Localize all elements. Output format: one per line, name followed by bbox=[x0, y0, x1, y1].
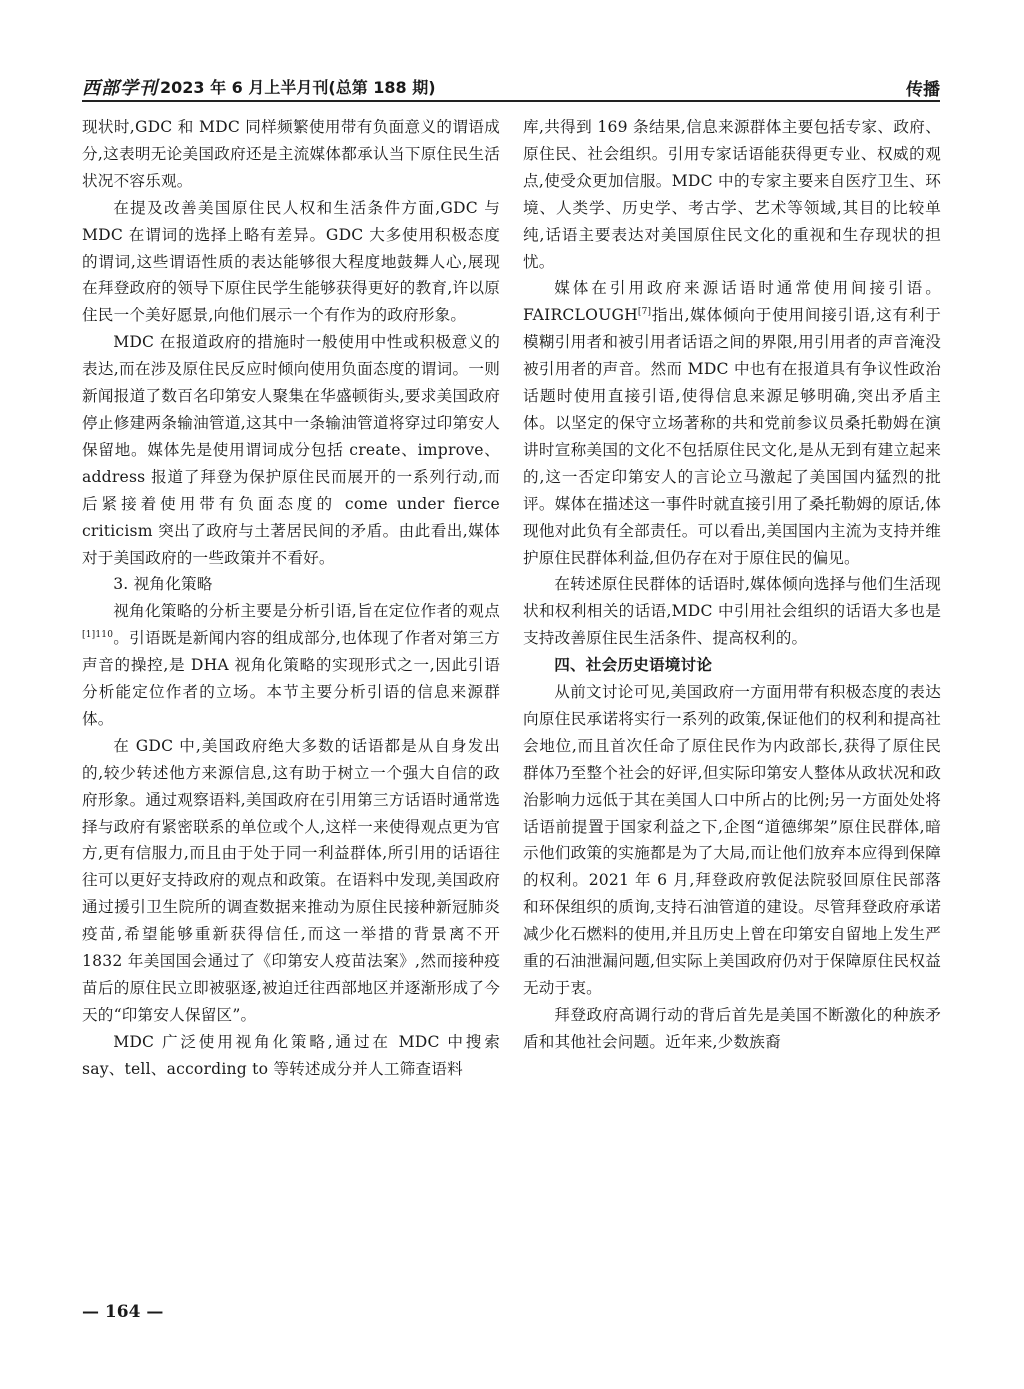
citation-ref: [1]110 bbox=[82, 630, 114, 641]
left-column bbox=[82, 114, 500, 1083]
paragraph-text: 媒体在引用政府来源话语时通常使用间接引语。FAIRCLOUGH bbox=[523, 279, 941, 325]
page-number: — 164 — bbox=[82, 1302, 164, 1322]
subsection-heading: 3. 视角化策略 bbox=[113, 575, 213, 594]
running-header bbox=[82, 74, 940, 100]
paragraph: MDC 在报道政府的措施时一般使用中性或积极意义的表达,而在涉及原住民反应时倾向使用负面态度的谓词。一则新闻报道了数百名印第安人聚集在华盛顿街头,要求美国政府停止修建两条输油管道,这其中一条输油管道将穿过印第安人保留地。媒体先是使用谓词成分包括 create、improve、address 报道了拜登为保护原住民而展开的一系列行动,而后紧接着使用带有负面态度的 come under fierce criticism 突出了政府与土著居民间的矛盾。由此看出,媒体对于美国政府的一些政策并不看好。 bbox=[82, 333, 500, 567]
paragraph: 现状时,GDC 和 MDC 同样频繁使用带有负面意义的谓语成分,这表明无论美国政府还是主流媒体都承认当下原住民生活状况不容乐观。 bbox=[82, 118, 500, 190]
paragraph-text: 指出,媒体倾向于使用间接引语,这有利于模糊引用者和被引用者话语之间的界限,用引用者的声音淹没被引用者的声音。然而 MDC 中也有在报道具有争议性政治话题时使用直接引语,使得信息来源足够明确,突出矛盾主体。以坚定的保守立场著称的共和党前参议员桑托勒姆在演讲时宣称美国的文化不包括原住民文化,是从无到有建立起来的,这一否定印第安人的言论立马激起了美国国内猛烈的批评。媒体在描述这一事件时就直接引用了桑托勒姆的原话,体现他对此负有全部责任。可以看出,美国国内主流为支持并维护原住民群体利益,但仍存在对于原住民的偏见。 bbox=[523, 306, 941, 567]
paragraph: 在转述原住民群体的话语时,媒体倾向选择与他们生活现状和权利相关的话语,MDC 中引用社会组织的话语大多也是支持改善原住民生活条件、提高权利的。 bbox=[523, 575, 941, 648]
right-column bbox=[523, 114, 941, 1056]
paragraph: 从前文讨论可见,美国政府一方面用带有积极态度的表达向原住民承诺将实行一系列的政策,保证他们的权利和提高社会地位,而且首次任命了原住民作为内政部长,获得了原住民群体乃至整个社会的好评,但实际印第安人整体从政状况和政治影响力远低于其在美国人口中所占的比例;另一方面处处将话语前提置于国家利益之下,企图“道德绑架”原住民群体,暗示他们政策的实施都是为了大局,而让他们放弃本应得到保障的权利。2021 年 6 月,拜登政府敦促法院驳回原住民部落和环保组织的质询,支持石油管道的建设。尽管拜登政府承诺减少化石燃料的使用,并且历史上曾在印第安自留地上发生严重的石油泄漏问题,但实际上美国政府仍对于保障原住民权益无动于衷。 bbox=[523, 683, 941, 997]
paragraph-text: 视角化策略的分析主要是分析引语,旨在定位作者的观点 bbox=[113, 602, 500, 621]
section-label: 传播 bbox=[906, 80, 940, 100]
journal-logo: 西部学刊 bbox=[82, 78, 158, 99]
paragraph: 在提及改善美国原住民人权和生活条件方面,GDC 与 MDC 在谓词的选择上略有差异。GDC 大多使用积极态度的谓词,这些谓语性质的表达能够很大程度地鼓舞人心,展现在拜登政府的领导下原住民学生能够获得更好的教育,许以原住民一个美好愿景,向他们展示一个有作为的政府形象。 bbox=[82, 198, 500, 325]
citation-ref: [7] bbox=[637, 307, 652, 318]
paragraph-text: 。引语既是新闻内容的组成部分,也体现了作者对第三方声音的操控,是 DHA 视角化策略的实现形式之一,因此引语分析能定位作者的立场。本节主要分析引语的信息来源群体。 bbox=[82, 629, 500, 728]
paragraph bbox=[523, 275, 941, 571]
paragraph: 在 GDC 中,美国政府绝大多数的话语都是从自身发出的,较少转述他方来源信息,这有助于树立一个强大自信的政府形象。通过观察语料,美国政府在引用第三方话语时通常选择与政府有紧密联系的单位或个人,这样一来使得观点更为官方,更有信服力,而且由于处于同一利益群体,所引用的话语往往可以更好支持政府的观点和政策。在语料中发现,美国政府通过援引卫生院所的调查数据来推动为原住民接种新冠肺炎疫苗,希望能够重新获得信任,而这一举措的背景离不开 1832 年美国国会通过了《印第安人疫苗法案》,然而接种疫苗后的原住民立即被驱逐,被迫迁往西部地区并逐渐形成了今天的“印第安人保留区”。 bbox=[82, 736, 500, 1024]
paragraph: 库,共得到 169 条结果,信息来源群体主要包括专家、政府、原住民、社会组织。引用专家话语能获得更专业、权威的观点,使受众更加信服。MDC 中的专家主要来自医疗卫生、环境、人类学、历史学、考古学、艺术等领域,其目的比较单纯,话语主要表达对美国原住民文化的重视和生存现状的担忧。 bbox=[523, 118, 941, 271]
paragraph: 拜登政府高调行动的背后首先是美国不断激化的种族矛盾和其他社会问题。近年来,少数族裔 bbox=[523, 1005, 941, 1051]
paragraph bbox=[82, 598, 500, 733]
section-heading: 四、社会历史语境讨论 bbox=[554, 656, 713, 675]
header-rule bbox=[82, 100, 940, 102]
paragraph: MDC 广泛使用视角化策略,通过在 MDC 中搜索 say、tell、according to 等转述成分并人工筛查语料 bbox=[82, 1032, 500, 1078]
issue-info: 2023 年 6 月上半月刊(总第 188 期) bbox=[160, 78, 436, 97]
